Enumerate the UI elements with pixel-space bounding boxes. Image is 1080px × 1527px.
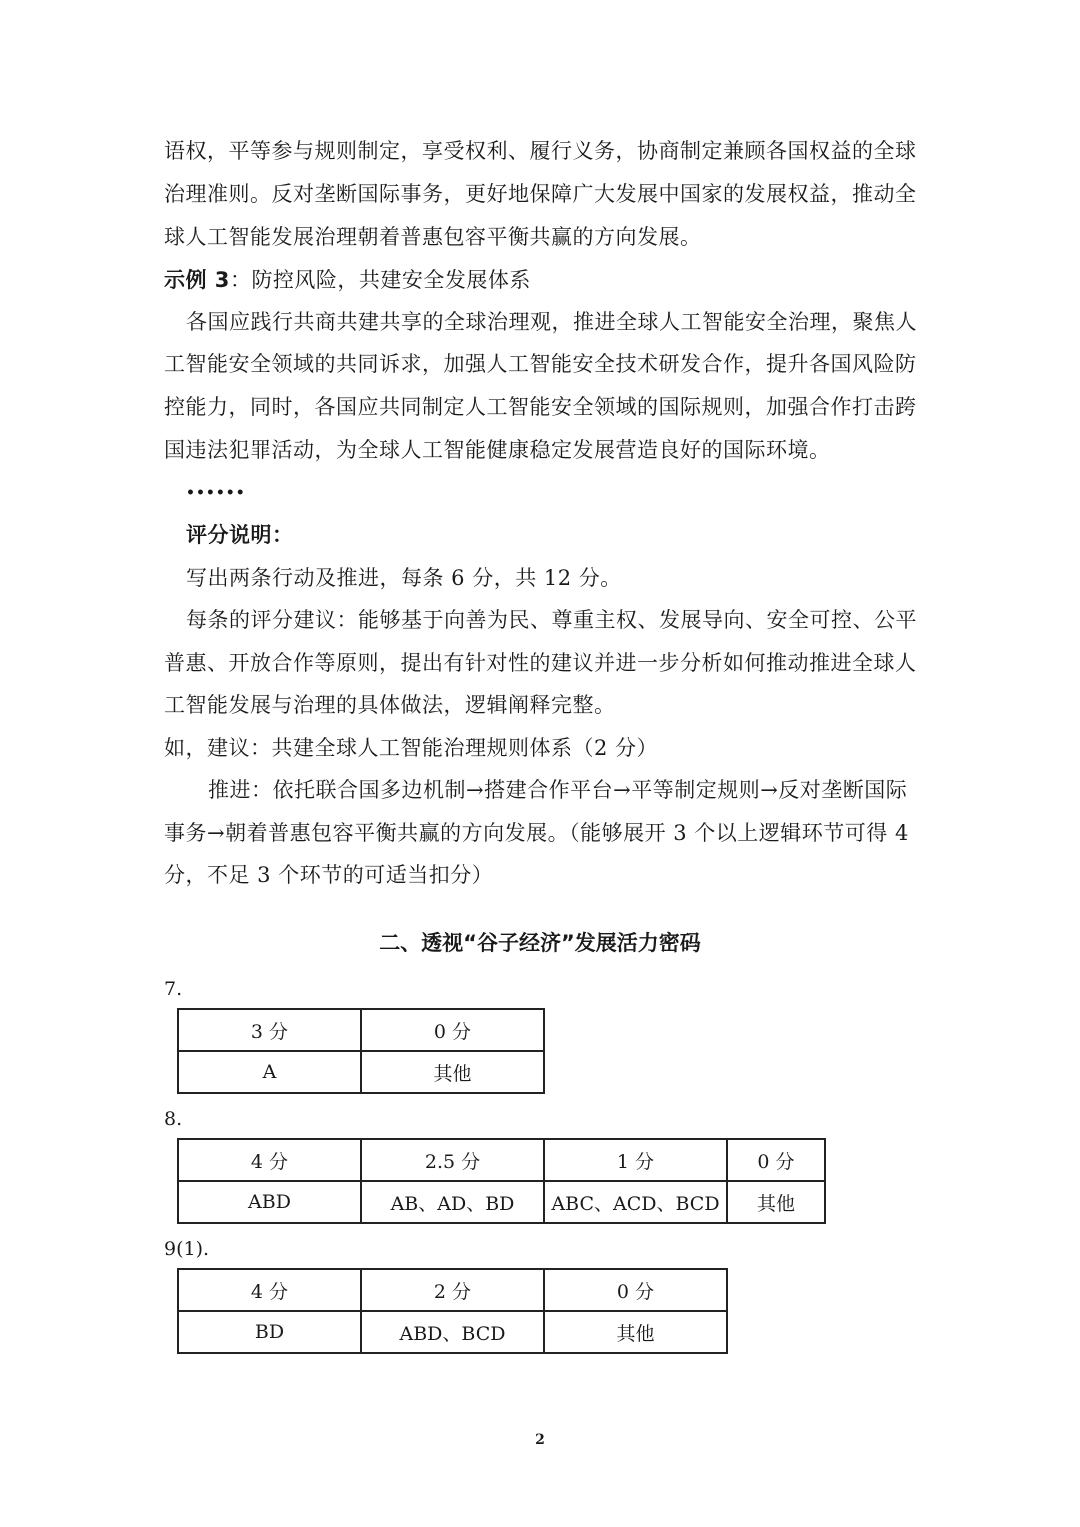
paragraph-line: 国违法犯罪活动，为全球人工智能健康稳定发展营造良好的国际环境。 [164,438,831,462]
question-number: 8. [164,1108,183,1130]
question-number: 7. [164,978,183,1000]
table-cell: 0 分 [727,1139,825,1181]
question-number: 9(1). [164,1238,210,1260]
suggestion-line: 如，建议：共建全球人工智能治理规则体系（2 分） [164,736,659,760]
section-title: 二、透视“谷子经济”发展活力密码 [379,931,701,955]
scoring-title: 评分说明： [186,523,294,547]
score-table-q9 [177,1268,728,1354]
table-cell: A [178,1051,361,1093]
scoring-line: 工智能发展与治理的具体做法，逻辑阐释完整。 [164,693,616,717]
advance-line: 事务→朝着普惠包容平衡共赢的方向发展。（能够展开 3 个以上逻辑环节可得 4 [164,821,909,845]
table-cell: AB、AD、BD [361,1181,544,1223]
scoring-line: 普惠、开放合作等原则，提出有针对性的建议并进一步分析如何推动推进全球人 [164,651,917,675]
scoring-line: 每条的评分建议：能够基于向善为民、尊重主权、发展导向、安全可控、公平 [186,608,917,632]
table-cell: 其他 [727,1181,825,1223]
example-label: 示例 3 [164,268,230,292]
table-header-row [178,1009,544,1051]
table-cell: 0 分 [361,1009,544,1051]
page-number: 2 [535,1432,545,1448]
advance-line: 推进：依托联合国多边机制→搭建合作平台→平等制定规则→反对垄断国际 [208,778,908,802]
score-table-q8 [177,1138,826,1224]
table-header-row [178,1139,825,1181]
advance-line: 分，不足 3 个环节的可适当扣分） [164,863,494,887]
table-row [178,1051,544,1093]
table-cell: 1 分 [544,1139,727,1181]
table-cell: 其他 [544,1311,727,1353]
table-cell: 2 分 [361,1269,544,1311]
paragraph-line: 球人工智能发展治理朝着普惠包容平衡共赢的方向发展。 [164,225,702,249]
example-sep: ： [229,268,252,292]
score-table-q7 [177,1008,545,1094]
table-cell: 其他 [361,1051,544,1093]
table-cell: 4 分 [178,1139,361,1181]
table-cell: ABD、BCD [361,1311,544,1353]
example-heading [164,265,924,295]
table-cell: ABD [178,1181,361,1223]
scoring-line: 写出两条行动及推进，每条 6 分，共 12 分。 [186,566,622,590]
paragraph-line: 工智能安全领域的共同诉求，加强人工智能安全技术研发合作，提升各国风险防 [164,352,917,376]
paragraph-line: 各国应践行共商共建共享的全球治理观，推进全球人工智能安全治理，聚焦人 [186,310,917,334]
table-cell: 2.5 分 [361,1139,544,1181]
table-cell: ABC、ACD、BCD [544,1181,727,1223]
table-cell: 4 分 [178,1269,361,1311]
table-cell: 3 分 [178,1009,361,1051]
table-row [178,1181,825,1223]
paragraph-line: 语权，平等参与规则制定，享受权利、履行义务，协商制定兼顾各国权益的全球 [164,139,917,163]
table-row [178,1311,727,1353]
ellipsis: •••••• [186,485,246,501]
table-header-row [178,1269,727,1311]
example-title: 防控风险，共建安全发展体系 [251,268,531,292]
table-cell: BD [178,1311,361,1353]
paragraph-line: 控能力，同时，各国应共同制定人工智能安全领域的国际规则，加强合作打击跨 [164,395,917,419]
table-cell: 0 分 [544,1269,727,1311]
paragraph-line: 治理准则。反对垄断国际事务，更好地保障广大发展中国家的发展权益，推动全 [164,182,917,206]
